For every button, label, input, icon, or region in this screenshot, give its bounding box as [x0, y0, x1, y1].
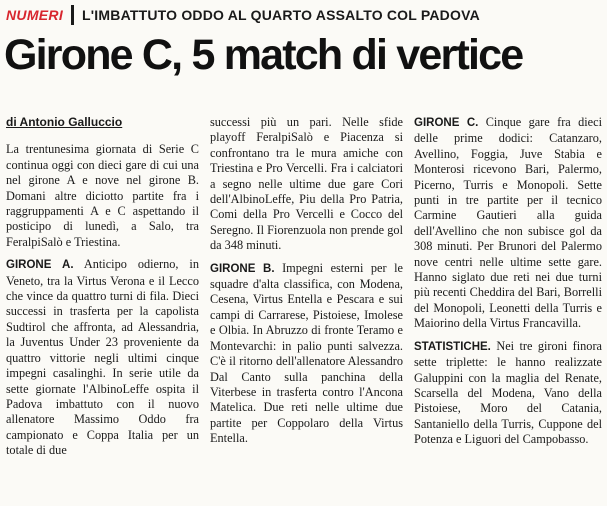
- kicker-divider: [71, 5, 74, 25]
- girone-a-paragraph: [6, 257, 199, 458]
- column-3: [414, 115, 602, 455]
- column-2: [210, 115, 403, 454]
- girone-b-lead: GIRONE B.: [210, 262, 275, 275]
- statistiche-text: Nei tre gironi finora sette triplette: le hanno realizzate Galuppini con la maglia del Renate, Scarsella del Modena, Vano della Pistoiese, Moro del Catania, Santaniello della Turris, Cuppone del Potenza e Liguori del Campobasso.: [414, 338, 603, 447]
- girone-b-paragraph: [210, 261, 403, 447]
- girone-b-text: Impegni esterni per le squadre d'alta classifica, con Modena, Cesena, Virtus Entella e Pescara e sui campi di Carrarese, Pistoiese, Imolese e Olbia. In Abruzzo di fronte Teramo e Montevarchi: in palio punti salvezza. C'è il ritorno dell'allenatore Alessandro Dal Canto sulla panchina della Viterbese in trasferta contro l'Ancona Matelica. Due reti nelle ultime due partite per Coppolaro della Virtus Entella.: [210, 260, 404, 446]
- intro-text: La trentunesima giornata di Serie C continua oggi con dieci gare di cui una nel girone A e nove nel girone B. Domani altre diciotto partite fra i raggruppamenti A e C aspettando il posticipo di lunedì, a Salo, tra FeralpiSalò e Triestina.: [6, 142, 199, 249]
- section-label: NUMERI: [6, 7, 64, 23]
- intro-paragraph: [6, 142, 199, 250]
- continuation-text: successi più un pari. Nelle sfide playoff FeralpiSalò e Piacenza si confrontano tra le mura amiche con Triestina e Pro Vercelli. Fra i calciatori a segno nelle ultime due gare Cori dell'AlbinoLeffe, Piu della Pro Patria, Comi della Pro Vercelli e Cocco del Seregno. Il Fiorenzuola non prende gol da 348 minuti.: [210, 115, 403, 253]
- girone-c-text: Cinque gare fra dieci delle prime dodici: Catanzaro, Avellino, Foggia, Juve Stabia e Monterosi ricevono Bari, Palermo, Picerno, Turris e Monopoli. Sette punti in tre partite per il tecnico Carmine Gautieri alla guida dell'Avellino che non subisce gol da 308 minuti. Per Brunori del Palermo nove centri nelle ultime sette gare. Hanno siglato due reti nei due turni più recenti Cheddira del Bari, Borrelli del Monopoli, Leonetti della Turris e Maiorino della Virtus Francavilla.: [414, 115, 602, 331]
- girone-c-lead: GIRONE C.: [414, 117, 479, 129]
- continuation-paragraph: [210, 115, 403, 254]
- girone-a-lead: GIRONE A.: [6, 259, 74, 272]
- kicker-text: L'IMBATTUTO ODDO AL QUARTO ASSALTO COL PADOVA: [82, 7, 480, 23]
- statistiche-paragraph: [414, 339, 602, 448]
- headline: Girone C, 5 match di vertice: [4, 31, 523, 79]
- statistiche-lead: STATISTICHE.: [414, 340, 491, 353]
- girone-a-text: Anticipo odierno, in Veneto, tra la Virtus Verona e il Lecco che vince da quattro turni di fila. Dieci successi in trasferta per la capolista Sudtirol che affronta, ad Alessandria, la Juventus Under 23 proveniente da quattro vittorie negli ultimi cinque impegni casalinghi. In serie utile da sette giornate l'AlbinoLeffe ospita il Padova imbattuto con il nuovo allenatore Massimo Oddo fra campionato e Coppa Italia per un totale di due: [6, 257, 199, 458]
- column-1: [6, 115, 199, 466]
- kicker-bar: [0, 0, 607, 30]
- byline: di Antonio Galluccio: [6, 115, 123, 129]
- girone-c-paragraph: [414, 115, 602, 332]
